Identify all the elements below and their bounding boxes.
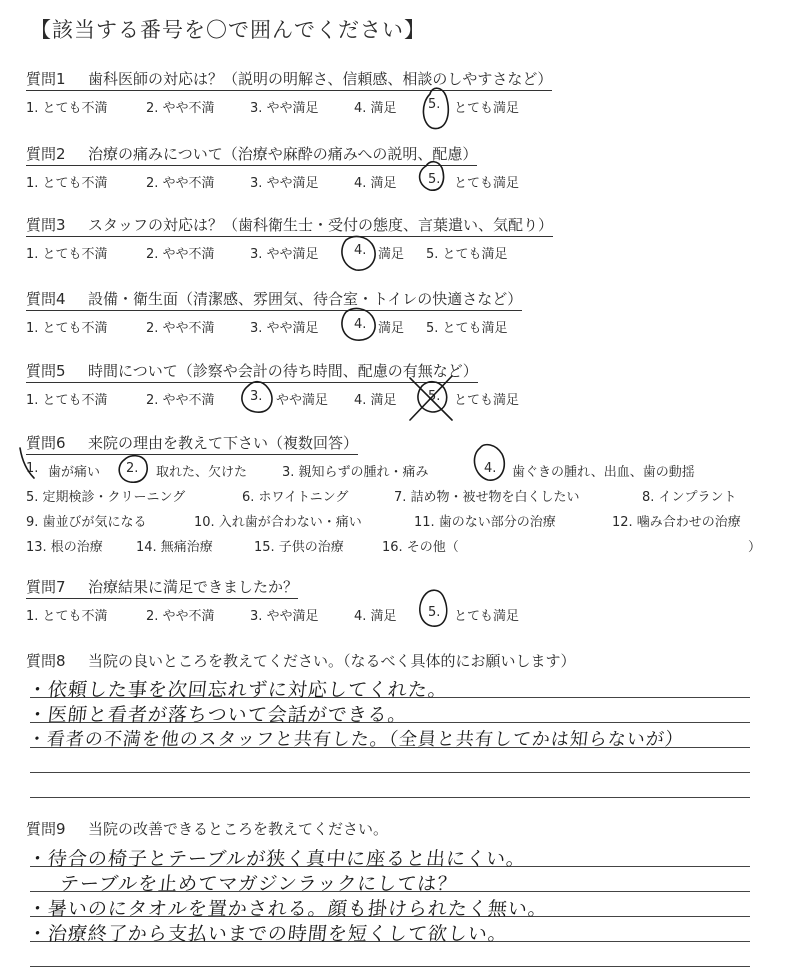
option-4[interactable]: 4. (354, 317, 367, 332)
option-2[interactable]: 2. やや不満 (146, 247, 215, 262)
question-6 (26, 432, 762, 561)
reason-13[interactable]: 13. 根の治療 (26, 540, 103, 555)
reason-14[interactable]: 14. 無痛治療 (136, 540, 213, 555)
question-9 (26, 818, 746, 839)
question-2 (26, 143, 746, 190)
option-2[interactable]: 2. やや不満 (146, 321, 215, 336)
page-title: 【該当する番号を〇で囲んでください】 (30, 18, 426, 42)
handwritten-answer[interactable]: ・依頼した事を次回忘れずに対応してくれた。 (26, 679, 450, 701)
reason-row (26, 486, 746, 511)
reason-2-number[interactable]: 2. (126, 461, 139, 476)
question-text: 来院の理由を教えて下さい（複数回答） (88, 434, 359, 452)
question-number: 質問8 (26, 652, 66, 670)
option-2[interactable]: 2. やや不満 (146, 176, 215, 191)
reason-row (26, 536, 762, 561)
option-3[interactable]: 3. やや満足 (250, 247, 319, 262)
reason-4-number[interactable]: 4. (484, 461, 497, 476)
option-1[interactable]: 1. とても不満 (26, 101, 108, 116)
reason-11[interactable]: 11. 歯のない部分の治療 (414, 515, 556, 530)
reason-5[interactable]: 5. 定期検診・クリーニング (26, 490, 186, 505)
option-3[interactable]: 3. やや満足 (250, 609, 319, 624)
question-text: 設備・衛生面（清潔感、雰囲気、待合室・トイレの快適さなど） (88, 290, 523, 308)
reason-16[interactable]: 16. その他（ (382, 540, 459, 555)
reason-4-label: 歯ぐきの腫れ、出血、歯の動揺 (512, 465, 695, 480)
question-number: 質問7 (26, 578, 66, 596)
question-4 (26, 288, 746, 335)
option-2[interactable]: 2. やや不満 (146, 393, 215, 408)
option-4[interactable]: 4. 満足 (354, 609, 397, 624)
other-paren-close: ） (748, 540, 762, 555)
option-3[interactable]: 3. やや満足 (250, 176, 319, 191)
option-5[interactable]: 5. (428, 389, 441, 404)
reason-6[interactable]: 6. ホワイトニング (242, 490, 349, 505)
reason-9[interactable]: 9. 歯並びが気になる (26, 515, 147, 530)
question-5 (26, 360, 746, 407)
reason-row (26, 511, 746, 536)
reason-row (26, 461, 746, 486)
question-number: 質問2 (26, 145, 66, 163)
question-1 (26, 68, 746, 115)
handwritten-answer[interactable]: テーブルを止めてマガジンラックにしては？ (58, 873, 459, 895)
option-3-label: やや満足 (276, 393, 329, 408)
reason-8[interactable]: 8. インプラント (642, 490, 737, 505)
option-4[interactable]: 4. (354, 243, 367, 258)
option-3[interactable]: 3. やや満足 (250, 101, 319, 116)
question-text: 当院の改善できるところを教えてください。 (88, 820, 389, 838)
option-4-label: 満足 (378, 321, 405, 336)
option-3[interactable]: 3. やや満足 (250, 321, 319, 336)
reason-1-label: 歯が痛い (48, 465, 101, 480)
question-text: 当院の良いところを教えてください。（なるべく具体的にお願いします） (88, 652, 576, 670)
question-number: 質問6 (26, 434, 66, 452)
option-5[interactable]: 5. とても満足 (426, 321, 508, 336)
reason-15[interactable]: 15. 子供の治療 (254, 540, 344, 555)
handwritten-answer[interactable]: ・待合の椅子とテーブルが狭く真中に座ると出にくい。 (26, 848, 528, 870)
handwritten-answer[interactable]: ・暑いのにタオルを置かされる。顔も掛けられたく無い。 (26, 898, 550, 920)
option-4[interactable]: 4. 満足 (354, 393, 397, 408)
question-3 (26, 214, 746, 261)
reason-7[interactable]: 7. 詰め物・被せ物を白くしたい (394, 490, 580, 505)
option-5-label: とても満足 (454, 176, 520, 191)
option-1[interactable]: 1. とても不満 (26, 609, 108, 624)
reason-12[interactable]: 12. 噛み合わせの治療 (612, 515, 741, 530)
option-2[interactable]: 2. やや不満 (146, 101, 215, 116)
question-number: 質問5 (26, 362, 66, 380)
handwritten-answer[interactable]: ・医師と看者が落ちついて会話ができる。 (26, 704, 409, 726)
question-8 (26, 650, 746, 671)
option-1[interactable]: 1. とても不満 (26, 393, 108, 408)
option-4[interactable]: 4. 満足 (354, 101, 397, 116)
handwritten-answer[interactable]: ・看者の不満を他のスタッフと共有した。（全員と共有してかは知らないが） (26, 729, 685, 750)
reason-2-label: 取れた、欠けた (156, 465, 248, 480)
option-5-label: とても満足 (454, 393, 520, 408)
reason-10[interactable]: 10. 入れ歯が合わない・痛い (194, 515, 362, 530)
handwritten-answer[interactable]: ・治療終了から支払いまでの時間を短くして欲しい。 (26, 923, 510, 945)
option-4-label: 満足 (378, 247, 405, 262)
question-number: 質問1 (26, 70, 66, 88)
reason-3[interactable]: 3. 親知らずの腫れ・痛み (282, 465, 429, 480)
question-number: 質問4 (26, 290, 66, 308)
question-number: 質問9 (26, 820, 66, 838)
reason-1-number[interactable]: 1. (26, 461, 39, 476)
option-1[interactable]: 1. とても不満 (26, 247, 108, 262)
option-5-label: とても満足 (454, 101, 520, 116)
option-2[interactable]: 2. やや不満 (146, 609, 215, 624)
answer-line (30, 772, 750, 773)
question-text: 歯科医師の対応は？（説明の明解さ、信頼感、相談のしやすさなど） (88, 70, 553, 88)
question-text: 治療結果に満足できましたか？ (88, 578, 299, 596)
answer-line (30, 797, 750, 798)
option-1[interactable]: 1. とても不満 (26, 176, 108, 191)
question-text: スタッフの対応は？（歯科衛生士・受付の態度、言葉遣い、気配り） (88, 216, 554, 234)
option-1[interactable]: 1. とても不満 (26, 321, 108, 336)
question-number: 質問3 (26, 216, 66, 234)
question-7 (26, 576, 746, 623)
question-text: 時間について（診察や会計の待ち時間、配慮の有無など） (88, 362, 478, 380)
option-5[interactable]: 5. とても満足 (426, 247, 508, 262)
option-5[interactable]: 5. (428, 605, 441, 620)
option-5-label: とても満足 (454, 609, 520, 624)
answer-line (30, 966, 750, 967)
option-5[interactable]: 5. (428, 97, 441, 112)
option-3[interactable]: 3. (250, 389, 263, 404)
option-5[interactable]: 5. (428, 172, 441, 187)
question-text: 治療の痛みについて（治療や麻酔の痛みへの説明、配慮） (88, 145, 478, 163)
option-4[interactable]: 4. 満足 (354, 176, 397, 191)
